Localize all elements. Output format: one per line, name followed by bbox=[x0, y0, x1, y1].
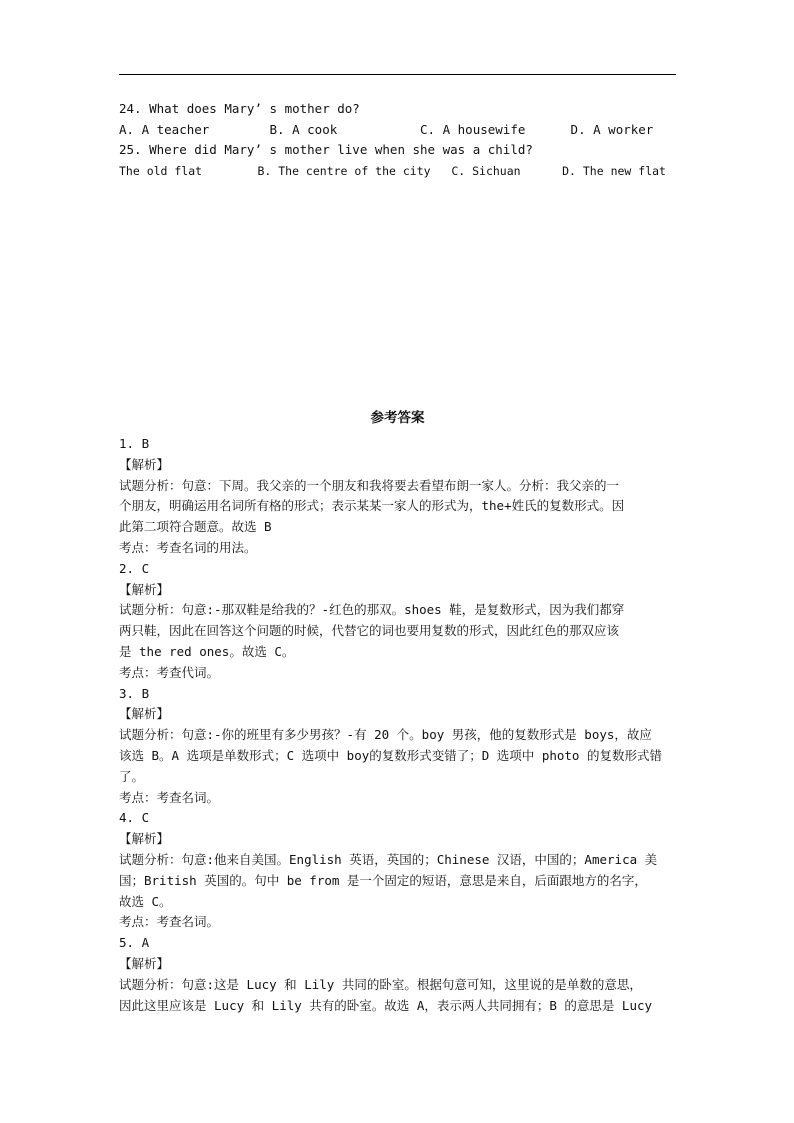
answer-line: 试题分析：句意:他来自美国。English 英语，英国的；Chinese 汉语，中国的；America 美 bbox=[119, 851, 658, 867]
analysis-tag: 【解析】 bbox=[119, 955, 170, 971]
answer-line: 考点：考查名词。 bbox=[119, 789, 220, 805]
answer-line: 1. B bbox=[119, 436, 150, 451]
answer-line: 3. B bbox=[119, 685, 150, 701]
answers-title: 参考答案 bbox=[370, 410, 425, 426]
question-25-options: The old flat B. The centre of the city C. Sichuan D. The new flat bbox=[119, 164, 666, 178]
analysis-tag: 【解析】 bbox=[119, 706, 170, 722]
analysis-tag: 【解析】 bbox=[119, 456, 170, 472]
answer-line: 考点：考查代词。 bbox=[119, 664, 220, 680]
analysis-tag: 【解析】 bbox=[119, 831, 170, 847]
answer-line: 故选 C。 bbox=[119, 893, 172, 909]
answer-line: 是 the red ones。故选 C。 bbox=[119, 643, 295, 659]
answer-line: 试题分析：句意:这是 Lucy 和 Lily 共同的卧室。根据句意可知，这里说的是单数的意思， bbox=[119, 976, 642, 992]
answer-line: 因此这里应该是 Lucy 和 Lily 共有的卧室。故选 A，表示两人共同拥有；B 的意思是 Lucy bbox=[119, 997, 653, 1013]
answer-line: 该选 B。A 选项是单数形式；C 选项中 boy的复数形式变错了；D 选项中 photo 的复数形式错 bbox=[119, 747, 662, 763]
answer-line: 考点：考查名词。 bbox=[119, 914, 220, 930]
answer-line: 试题分析：句意:-你的班里有多少男孩？-有 20 个。boy 男孩，他的复数形式是 boys，故应 bbox=[119, 727, 652, 743]
answer-section bbox=[119, 408, 676, 1016]
answer-line: 此第二项符合题意。故选 B bbox=[119, 519, 272, 535]
answer-line: 4. C bbox=[119, 810, 150, 826]
analysis-tag: 【解析】 bbox=[119, 581, 170, 597]
answer-line: 2. C bbox=[119, 560, 150, 576]
answer-line: 国；British 英国的。句中 be from 是一个固定的短语，意思是来自，后面跟地方的名字， bbox=[119, 872, 647, 888]
answer-line: 5. A bbox=[119, 935, 150, 951]
question-25-stem: 25. Where did Mary’ s mother live when she was a child? bbox=[119, 142, 533, 157]
question-24-options: A. A teacher B. A cook C. A housewife D. A worker bbox=[119, 122, 654, 137]
answer-line: 了。 bbox=[119, 768, 145, 784]
answer-line: 两只鞋，因此在回答这个问题的时候，代替它的词也要用复数的形式，因此红色的那双应该 bbox=[119, 623, 620, 639]
answer-line: 试题分析：句意:-那双鞋是给我的？-红色的那双。shoes 鞋，是复数形式，因为我们都穿 bbox=[119, 602, 625, 618]
answer-line: 试题分析：句意：下周。我父亲的一个朋友和我将要去看望布朗一家人。分析：我父亲的一 bbox=[119, 477, 620, 493]
answer-line: 考点：考查名词的用法。 bbox=[119, 539, 257, 555]
header-rule bbox=[119, 74, 676, 75]
answer-line: 个朋友，明确运用名词所有格的形式；表示某某一家人的形式为，the+姓氏的复数形式。因 bbox=[119, 498, 625, 514]
question-24-stem: 24. What does Mary’ s mother do? bbox=[119, 101, 360, 116]
